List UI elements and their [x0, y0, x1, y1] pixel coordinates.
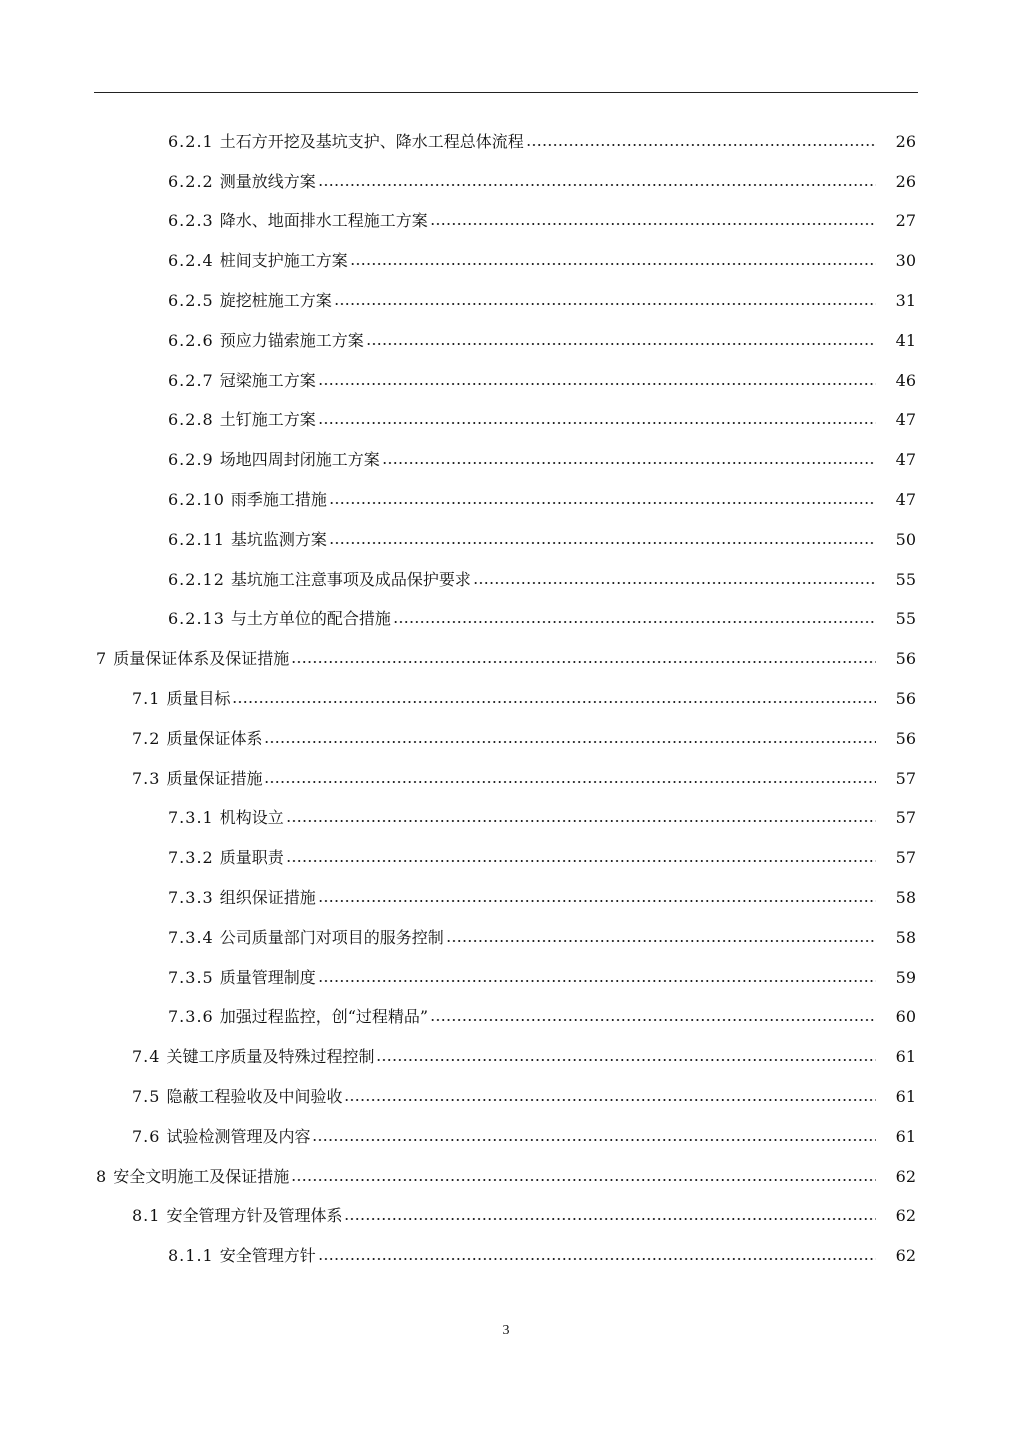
toc-entry-page: 50	[895, 529, 916, 549]
toc-entry-text	[168, 570, 880, 590]
toc-entry-title: 安全文明施工及保证措施	[113, 1166, 290, 1186]
toc-entry-page: 47	[895, 490, 916, 510]
toc-entry-page: 58	[895, 927, 916, 947]
toc-entry[interactable]	[0, 241, 1012, 281]
toc-entry-title: 关键工序质量及特殊过程控制	[166, 1047, 375, 1067]
toc-entry-text	[132, 729, 880, 749]
toc-entry-text	[168, 848, 880, 868]
toc-entry-text	[132, 1047, 880, 1067]
toc-entry-title: 组织保证措施	[219, 888, 316, 908]
toc-entry-page: 41	[895, 330, 916, 350]
toc-entry-page: 61	[895, 1087, 916, 1107]
toc-entry-page: 61	[895, 1047, 916, 1067]
toc-entry[interactable]	[0, 958, 1012, 998]
toc-entry-text	[96, 1167, 880, 1187]
toc-entry-text	[132, 689, 880, 709]
toc-entry-page: 58	[895, 888, 916, 908]
toc-entry-number: 6.2.6	[168, 330, 214, 350]
toc-dot-leader	[318, 900, 876, 902]
toc-entry-page: 56	[895, 728, 916, 748]
toc-dot-leader	[393, 621, 876, 623]
toc-entry-page: 55	[895, 569, 916, 589]
toc-entry-title: 基坑施工注意事项及成品保护要求	[230, 569, 471, 589]
toc-entry-text	[168, 251, 880, 271]
toc-entry-title: 与土方单位的配合措施	[230, 609, 391, 629]
toc-entry-page: 57	[895, 848, 916, 868]
toc-entry-number: 8.1.1	[168, 1246, 214, 1266]
toc-entry-title: 雨季施工措施	[230, 490, 327, 510]
toc-dot-leader	[430, 223, 876, 225]
toc-entry-number: 7.1	[132, 689, 161, 709]
toc-entry[interactable]	[0, 639, 1012, 679]
toc-entry[interactable]	[0, 679, 1012, 719]
toc-entry-title: 机构设立	[219, 808, 284, 828]
toc-dot-leader	[232, 701, 876, 703]
toc-entry-number: 7.3.1	[168, 808, 214, 828]
toc-entry-text	[132, 1127, 880, 1147]
toc-entry-page: 57	[895, 808, 916, 828]
toc-entry-number: 7.3.3	[168, 888, 214, 908]
toc-entry-text	[132, 1087, 880, 1107]
toc-entry-number: 7.4	[132, 1047, 161, 1067]
toc-entry[interactable]	[0, 440, 1012, 480]
toc-entry-number: 6.2.7	[168, 370, 214, 390]
toc-dot-leader	[286, 860, 876, 862]
toc-entry-page: 27	[895, 211, 916, 231]
toc-entry-page: 56	[895, 689, 916, 709]
toc-entry-number: 6.2.9	[168, 450, 214, 470]
toc-entry-title: 公司质量部门对项目的服务控制	[219, 927, 444, 947]
toc-entry-text	[168, 888, 880, 908]
toc-entry-number: 6.2.11	[168, 529, 225, 549]
toc-entry-title: 安全管理方针	[219, 1246, 316, 1266]
toc-entry-number: 6.2.4	[168, 251, 214, 271]
toc-entry[interactable]	[0, 202, 1012, 242]
header-rule	[94, 92, 918, 93]
toc-entry-number: 7.3.5	[168, 967, 214, 987]
toc-entry-page: 31	[895, 291, 916, 311]
toc-entry-text	[168, 450, 880, 470]
toc-entry-number: 7.3.2	[168, 848, 214, 868]
toc-entry-number: 6.2.8	[168, 410, 214, 430]
toc-entry-text	[168, 490, 880, 510]
toc-entry-title: 基坑监测方案	[230, 529, 327, 549]
toc-entry[interactable]	[0, 1197, 1012, 1237]
table-of-contents	[0, 122, 1012, 1276]
toc-entry-text	[168, 928, 880, 948]
toc-entry-page: 26	[895, 171, 916, 191]
toc-dot-leader	[291, 661, 876, 663]
toc-dot-leader	[329, 542, 876, 544]
toc-entry-title: 测量放线方案	[219, 171, 316, 191]
toc-entry[interactable]	[0, 799, 1012, 839]
toc-entry[interactable]	[0, 1077, 1012, 1117]
toc-entry[interactable]	[0, 122, 1012, 162]
toc-entry[interactable]	[0, 361, 1012, 401]
toc-entry[interactable]	[0, 600, 1012, 640]
toc-entry-text	[168, 1246, 880, 1266]
toc-entry-page: 26	[895, 131, 916, 151]
toc-entry-title: 加强过程监控，创“过程精品”	[219, 1007, 429, 1027]
toc-entry-text	[168, 530, 880, 550]
toc-entry-number: 6.2.3	[168, 211, 214, 231]
toc-entry-number: 6.2.10	[168, 490, 225, 510]
toc-entry-text	[132, 1206, 880, 1226]
toc-entry-page: 57	[895, 768, 916, 788]
toc-entry-title: 降水、地面排水工程施工方案	[219, 211, 428, 231]
toc-entry-number: 7	[96, 649, 108, 669]
toc-entry-title: 质量目标	[166, 689, 231, 709]
toc-dot-leader	[312, 1139, 876, 1141]
toc-entry-number: 6.2.13	[168, 609, 225, 629]
toc-dot-leader	[344, 1099, 876, 1101]
toc-entry-page: 30	[895, 251, 916, 271]
toc-entry-page: 62	[895, 1246, 916, 1266]
toc-dot-leader	[446, 940, 876, 942]
toc-entry-title: 安全管理方针及管理体系	[166, 1206, 343, 1226]
toc-entry[interactable]	[0, 1236, 1012, 1276]
toc-dot-leader	[318, 1258, 876, 1260]
toc-entry-number: 6.2.12	[168, 569, 225, 589]
page-number: 3	[502, 1323, 510, 1338]
toc-entry-text	[96, 649, 880, 669]
toc-entry-title: 质量保证体系及保证措施	[113, 649, 290, 669]
toc-entry[interactable]	[0, 719, 1012, 759]
toc-entry-title: 旋挖桩施工方案	[219, 291, 332, 311]
toc-dot-leader	[334, 303, 876, 305]
toc-dot-leader	[473, 582, 876, 584]
toc-entry-title: 桩间支护施工方案	[219, 251, 348, 271]
toc-dot-leader	[318, 422, 876, 424]
toc-entry-text	[168, 1007, 880, 1027]
toc-entry-text	[168, 371, 880, 391]
toc-entry[interactable]	[0, 520, 1012, 560]
toc-entry[interactable]	[0, 998, 1012, 1038]
toc-entry-number: 8.1	[132, 1206, 161, 1226]
toc-entry-title: 场地四周封闭施工方案	[219, 450, 380, 470]
toc-entry-page: 62	[895, 1206, 916, 1226]
toc-entry-number: 7.3	[132, 768, 161, 788]
toc-entry-page: 47	[895, 450, 916, 470]
toc-entry[interactable]	[0, 281, 1012, 321]
toc-entry-text	[168, 331, 880, 351]
toc-entry[interactable]	[0, 1157, 1012, 1197]
toc-entry-text	[168, 211, 880, 231]
toc-entry-page: 62	[895, 1166, 916, 1186]
toc-entry-number: 7.3.4	[168, 927, 214, 947]
toc-dot-leader	[318, 383, 876, 385]
toc-entry-title: 质量保证体系	[166, 728, 263, 748]
toc-entry-number: 7.5	[132, 1087, 161, 1107]
toc-entry[interactable]	[0, 918, 1012, 958]
toc-entry-title: 土钉施工方案	[219, 410, 316, 430]
toc-entry-number: 6.2.2	[168, 171, 214, 191]
toc-entry-page: 59	[895, 967, 916, 987]
toc-entry-text	[132, 769, 880, 789]
toc-entry-page: 46	[895, 370, 916, 390]
toc-dot-leader	[329, 502, 876, 504]
toc-entry-title: 预应力锚索施工方案	[219, 330, 364, 350]
toc-entry-text	[168, 410, 880, 430]
toc-dot-leader	[291, 1179, 876, 1181]
toc-dot-leader	[344, 1218, 876, 1220]
toc-dot-leader	[318, 184, 876, 186]
toc-entry-page: 55	[895, 609, 916, 629]
toc-entry-number: 7.6	[132, 1126, 161, 1146]
toc-dot-leader	[286, 820, 876, 822]
toc-dot-leader	[526, 144, 876, 146]
toc-entry-number: 7.2	[132, 728, 161, 748]
toc-entry[interactable]	[0, 321, 1012, 361]
toc-dot-leader	[430, 1019, 876, 1021]
toc-entry-title: 试验检测管理及内容	[166, 1126, 311, 1146]
toc-entry-number: 8	[96, 1166, 108, 1186]
toc-entry-title: 质量职责	[219, 848, 284, 868]
toc-entry[interactable]	[0, 1037, 1012, 1077]
toc-entry-number: 6.2.5	[168, 291, 214, 311]
toc-entry-number: 6.2.1	[168, 131, 214, 151]
toc-entry-page: 61	[895, 1126, 916, 1146]
toc-entry-text	[168, 808, 880, 828]
toc-entry[interactable]	[0, 759, 1012, 799]
toc-entry-title: 土石方开挖及基坑支护、降水工程总体流程	[219, 131, 524, 151]
toc-entry-title: 隐蔽工程验收及中间验收	[166, 1087, 343, 1107]
toc-entry[interactable]	[0, 878, 1012, 918]
toc-entry[interactable]	[0, 838, 1012, 878]
toc-entry[interactable]	[0, 480, 1012, 520]
toc-dot-leader	[350, 263, 876, 265]
toc-entry-number: 7.3.6	[168, 1007, 214, 1027]
toc-dot-leader	[382, 462, 876, 464]
toc-dot-leader	[264, 741, 876, 743]
toc-dot-leader	[366, 343, 876, 345]
toc-dot-leader	[318, 980, 876, 982]
toc-entry[interactable]	[0, 560, 1012, 600]
toc-entry-text	[168, 609, 880, 629]
toc-entry-title: 质量管理制度	[219, 967, 316, 987]
toc-entry-text	[168, 968, 880, 988]
toc-entry-title: 冠梁施工方案	[219, 370, 316, 390]
toc-entry-text	[168, 132, 880, 152]
toc-entry-page: 60	[895, 1007, 916, 1027]
toc-entry-page: 56	[895, 649, 916, 669]
toc-entry-page: 47	[895, 410, 916, 430]
toc-entry-text	[168, 291, 880, 311]
toc-dot-leader	[376, 1059, 876, 1061]
toc-entry[interactable]	[0, 401, 1012, 441]
toc-entry[interactable]	[0, 1117, 1012, 1157]
toc-dot-leader	[264, 781, 876, 783]
toc-entry-title: 质量保证措施	[166, 768, 263, 788]
toc-entry-text	[168, 172, 880, 192]
toc-entry[interactable]	[0, 162, 1012, 202]
